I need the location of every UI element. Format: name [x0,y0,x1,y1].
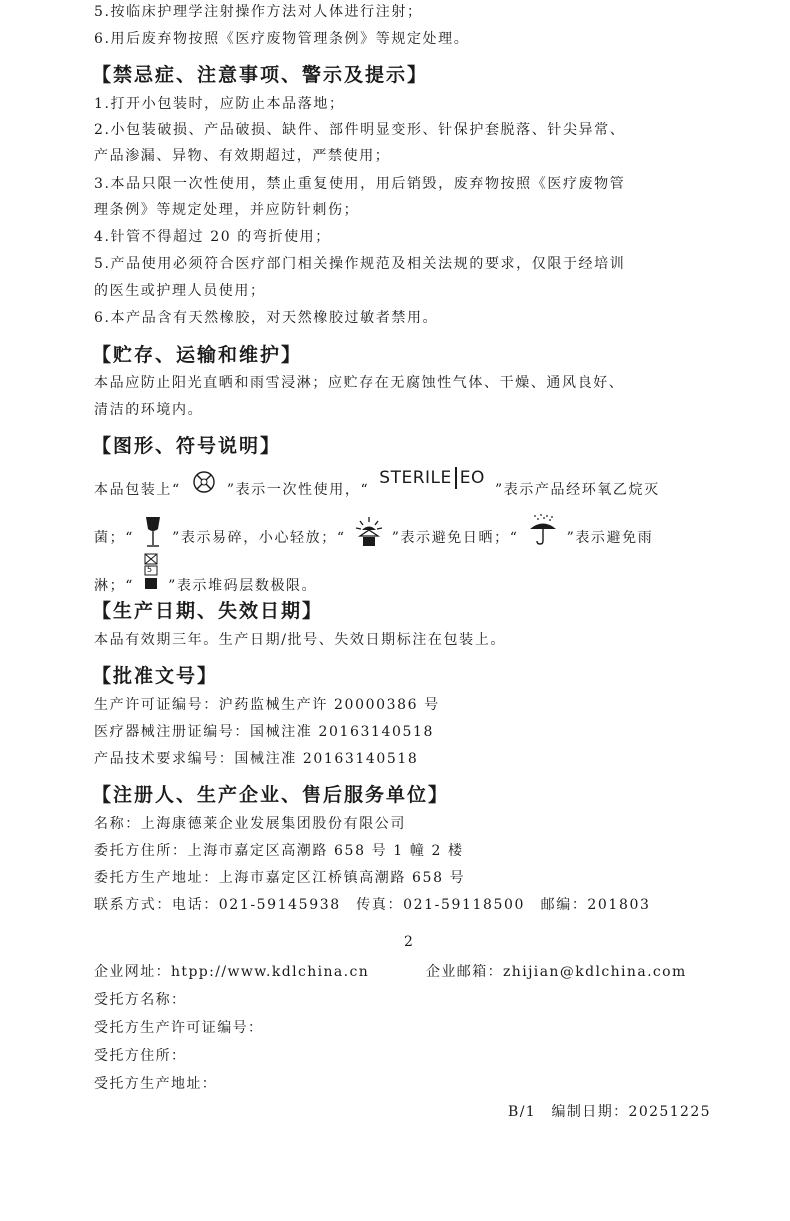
contraindication-line: 3.本品只限一次性使用，禁止重复使用，用后销毁，废弃物按照《医疗废物管 [94,176,626,192]
keep-dry-umbrella-icon [527,513,559,547]
sterile-eo-symbol [379,467,485,489]
footer-version: B/1 编制日期：20251225 [508,1104,711,1120]
storage-line: 清洁的环境内。 [94,402,204,418]
registrant-heading: 【注册人、生产企业、售后服务单位】 [92,784,450,806]
sterile-divider [455,467,457,489]
storage-line: 本品应防止阳光直晒和雨雪浸淋；应贮存在无腐蚀性气体、干燥、通风良好、 [94,375,625,391]
contraindication-line: 4.针管不得超过 20 的弯折使用； [94,229,331,245]
symbols-text: ”表示产品经环氧乙烷灭 [494,482,660,498]
symbols-line-2 [94,521,653,555]
approval-heading: 【批准文号】 [92,665,219,687]
footer-email: 企业邮箱：zhijian@kdlchina.com [426,964,687,980]
keep-away-from-sunlight-icon [354,516,384,548]
stacking-limit-icon [142,553,160,591]
symbols-text: ”表示堆码层数极限。 [168,578,318,594]
approval-line: 生产许可证编号：沪药监械生产许 20000386 号 [94,697,440,713]
footer-line: 受托方住所： [94,1048,187,1064]
symbols-text: 淋；“ [94,578,134,594]
dates-heading: 【生产日期、失效日期】 [92,600,324,622]
approval-line: 医疗器械注册证编号：国械注准 20163140518 [94,724,435,740]
symbols-text: ”表示避免日晒；“ [391,530,519,546]
stacking-limit-number: 5 [147,565,153,574]
symbols-line-1 [94,468,660,502]
page-number: 2 [404,934,413,950]
single-use-icon [189,470,219,494]
contraindication-line: 产品渗漏、异物、有效期超过，严禁使用； [94,148,391,164]
storage-heading: 【贮存、运输和维护】 [92,344,303,366]
contraindication-line: 2.小包装破损、产品破损、缺件、部件明显变形、针保护套脱落、针尖异常、 [94,122,626,138]
symbols-text: ”表示避免雨 [566,530,654,546]
symbols-text: 本品包装上“ [94,482,181,498]
top-line-1: 5.按临床护理学注射操作方法对人体进行注射； [94,4,423,20]
contraindication-line: 理条例》等规定处理，并应防针刺伤； [94,202,360,218]
sterile-method: EO [459,468,485,488]
dates-line: 本品有效期三年。生产日期/批号、失效日期标注在包装上。 [94,632,506,648]
contraindication-line: 1.打开小包装时，应防止本品落地； [94,96,345,112]
registrant-line: 委托方住所：上海市嘉定区高潮路 658 号 1 幢 2 楼 [94,843,464,859]
registrant-line: 委托方生产地址：上海市嘉定区江桥镇高潮路 658 号 [94,870,466,886]
contraindication-line: 5.产品使用必须符合医疗部门相关操作规范及相关法规的要求，仅限于经培训 [94,256,626,272]
footer-line: 受托方名称： [94,992,187,1008]
sterile-label: STERILE [379,468,452,488]
contraindication-line: 6.本产品含有天然橡胶，对天然橡胶过敏者禁用。 [94,310,439,326]
contraindications-heading: 【禁忌症、注意事项、警示及提示】 [92,64,429,86]
footer-website: 企业网址：htpp://www.kdlchina.cn [94,964,370,980]
contraindication-line: 的医生或护理人员使用； [94,283,266,299]
symbols-text: 菌；“ [94,530,134,546]
symbols-heading: 【图形、符号说明】 [92,435,282,457]
symbols-text: ”表示易碎，小心轻放；“ [172,530,346,546]
registrant-contact-line: 联系方式：电话：021-59145938 传真：021-59118500 邮编：201803 [94,897,651,913]
approval-line: 产品技术要求编号：国械注准 20163140518 [94,751,419,767]
fragile-glass-icon [142,515,164,549]
footer-line: 受托方生产许可证编号： [94,1020,264,1036]
footer-line: 受托方生产地址： [94,1076,218,1092]
top-line-2: 6.用后废弃物按照《医疗废物管理条例》等规定处理。 [94,31,470,47]
symbols-text: ”表示一次性使用，“ [226,482,370,498]
registrant-line: 名称：上海康德莱企业发展集团股份有限公司 [94,816,406,832]
